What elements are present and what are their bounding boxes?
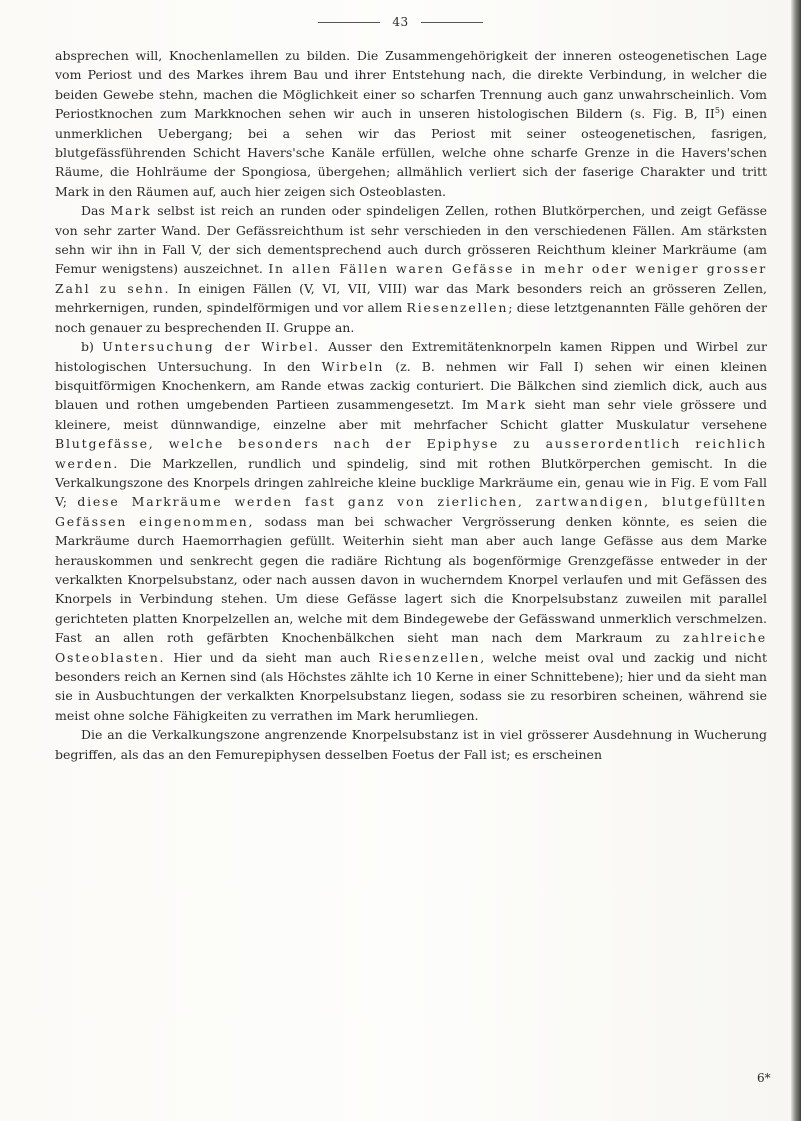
text-run: Hier und da sieht man auch	[165, 649, 379, 665]
signature-mark: 6*	[757, 1071, 771, 1085]
text-run: In einigen Fällen (V, VI, VII, VIII) war das Mark besonders reich an grösseren Zellen, mehrkernigen, runden, spindelförmigen und vor allem	[55, 280, 767, 316]
text-run: sodass man bei schwacher Vergrösserung denken könnte, es seien die Markräume durch Haemorrhagien gefüllt. Weiterhin sieht man aber auch lange Gefässe aus dem Marke herauskommen und senkrecht gegen die radiäre Richtung als bogenförmige Grenzgefässe entweder in der verkalkten Knorpelsubstanz, oder nach aussen davon in wucherndem Knorpel verlaufen und mit Gefässen des Knorpels in Verbindung stehen. Um diese Gefässe lagert sich die Knorpelsubstanz zuweilen mit parallel gerichteten platten Knorpelzellen an, welche mit dem Bindegewebe der Gefässwand unmerklich verschmelzen. Fast an allen roth gefärbten Knochenbälkchen sieht man nach dem Markraum zu	[55, 513, 767, 646]
text-run: Ausser den Extremitätenknorpeln kamen Rippen und Wirbel zur histologischen Untersuchung. In den	[55, 339, 767, 374]
body-text	[55, 46, 767, 764]
paragraph	[55, 46, 767, 201]
text-run: selbst ist reich an runden oder spindeligen Zellen, rothen Blutkörperchen, und zeigt Gefässe von sehr zarter Wand. Der Gefässreichthum ist sehr verschieden in den verschiedenen Fällen. Am stärksten sehn wir ihn in Fall V, der sich dementsprechend auch durch grösseren Reichthum kleiner Markräume (am Femur wenigstens) auszeichnet.	[55, 203, 768, 277]
spaced-emphasis: Untersuchung der Wirbel.	[102, 339, 320, 355]
spaced-emphasis: Mark	[486, 397, 528, 413]
text-run: Die an die Verkalkungszone angrenzende Knorpelsubstanz ist in viel grösserer Ausdehnung in Wucherung begriffen, als das an den Femurepiphysen desselben Foetus der Fall ist; es erscheinen	[55, 727, 767, 762]
text-run: , welche meist oval und zackig und nicht besonders reich an Kernen sind (als Höchstes zählte ich 10 Kerne in einer Schnittebene); hier und da sieht man sie in Ausbuchtungen der verkalkten Knorpelsubstanz liegen, sodass sie zu resorbiren scheinen, während sie meist ohne solche Fähigkeiten zu verrathen im Mark herumliegen.	[55, 649, 767, 723]
spaced-emphasis: Riesenzellen	[378, 649, 481, 665]
spaced-emphasis: Blutgefässe, welche besonders nach der Epiphyse zu ausserordentlich reichlich werden.	[55, 436, 767, 471]
text-run: sieht man sehr viele grössere und kleinere, meist dünnwandige, einzelne aber mit mehrfacher Schicht glatter Muskulatur versehene	[55, 397, 767, 432]
spaced-emphasis: Wirbeln	[321, 358, 385, 374]
page-edge-shadow	[791, 0, 801, 1121]
footnote-ref: 5	[714, 106, 720, 116]
header-rule-right	[421, 22, 483, 23]
paragraph	[55, 725, 767, 764]
paragraph	[55, 201, 767, 337]
spaced-emphasis: zahlreiche Osteoblasten.	[55, 630, 767, 665]
text-run: b)	[81, 339, 103, 355]
text-run: absprechen will, Knochenlamellen zu bilden. Die Zusammengehörigkeit der inneren osteogenetischen Lage vom Periost und des Markes ihrem Bau und ihrer Entstehung nach, die direkte Verbindung, in welcher die beiden Gewebe stehn, machen die Möglichkeit einer so scharfen Trennung auch ganz unwahrscheinlich. Vom Periostknochen zum Markknochen sehen wir auch in unseren histologischen Bildern (s. Fig. B, II	[55, 48, 767, 122]
text-run: ; diese letztgenannten Fälle gehören der noch genauer zu besprechenden II. Gruppe an.	[55, 300, 767, 335]
spaced-emphasis: In allen Fällen waren Gefässe in mehr oder weniger grosser Zahl zu sehn.	[55, 261, 767, 296]
page-header	[0, 12, 801, 32]
text-run: Die Markzellen, rundlich und spindelig, sind mit rothen Blutkörperchen gemischt. In die Verkalkungszone des Knorpels dringen zahlreiche kleine bucklige Markräume ein, genau wie in Fig. E vom Fall V;	[55, 455, 767, 510]
spaced-emphasis: Riesenzellen	[406, 300, 509, 316]
text-run: Das	[81, 203, 111, 219]
text-run: (z. B. nehmen wir Fall I) sehen wir einen kleinen bisquitförmigen Knochenkern, am Rande etwas zackig conturiert. Die Bälkchen sind ziemlich dick, auch aus blauen und rothen umgebenden Partieen zusammengesetzt. Im	[55, 358, 768, 413]
header-rule-left	[318, 22, 380, 23]
page-number: 43	[392, 15, 409, 29]
spaced-emphasis: diese Markräume werden fast ganz von zierlichen, zartwandigen, blutgefüllten Gefässen eingenommen,	[55, 494, 767, 529]
text-run: ) einen unmerklichen Uebergang; bei a sehen wir das Periost mit seiner osteogenetischen, fasrigen, blutgefässführenden Schicht Havers'sche Kanäle erfüllen, welche ohne scharfe Grenze in die Havers'schen Räume, die Hohlräume der Spongiosa, übergehen; allmählich verliert sich der faserige Charakter und tritt Mark in den Räumen auf, auch hier zeigen sich Osteoblasten.	[55, 106, 767, 199]
paragraph	[55, 337, 767, 725]
spaced-emphasis: Mark	[110, 203, 152, 219]
